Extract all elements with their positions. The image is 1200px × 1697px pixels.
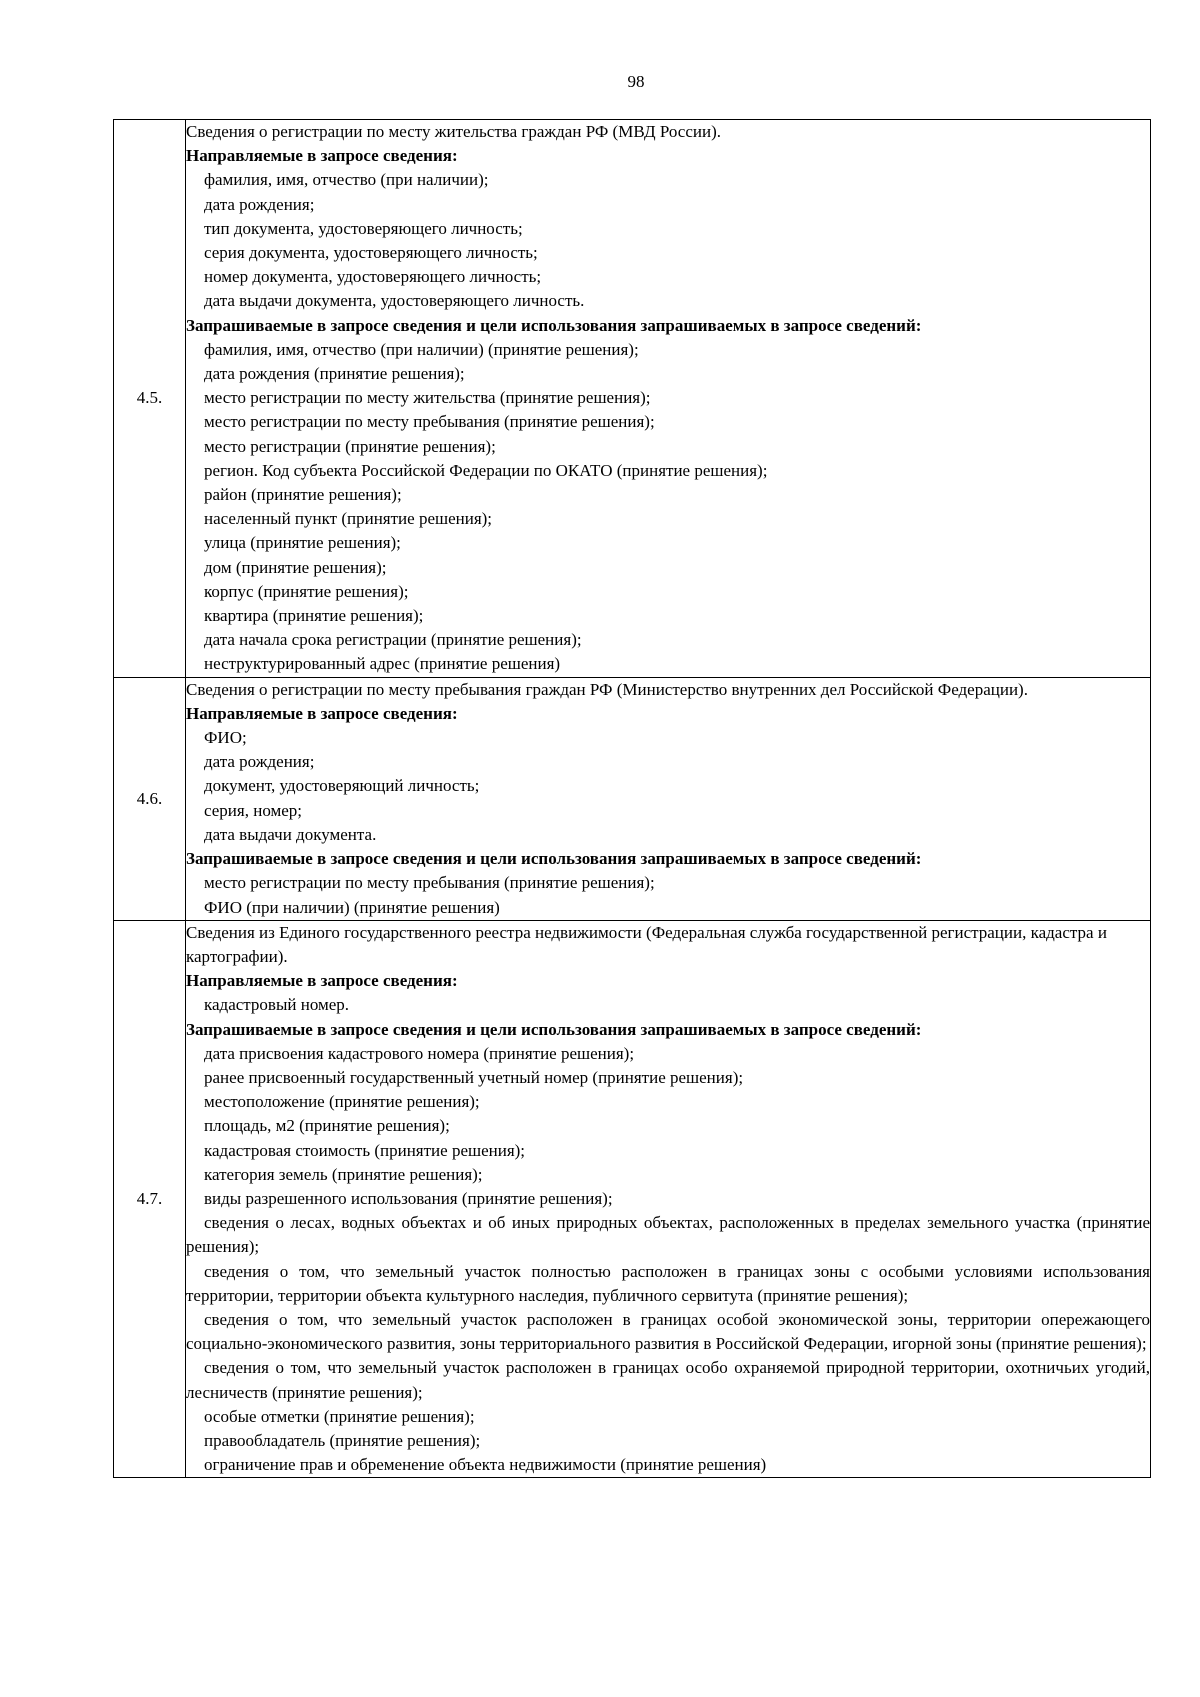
- sent-item: серия, номер;: [204, 800, 303, 820]
- requested-item: неструктурированный адрес (принятие решения): [204, 654, 561, 674]
- requested-item: сведения о том, что земельный участок полностью расположен в границах зоны с особыми условиями использования территории, территории объекта культурного наследия, публичного сервитута (принятие решения);: [186, 1261, 1150, 1305]
- requested-item: место регистрации (принятие решения);: [204, 436, 496, 456]
- requested-item: сведения о том, что земельный участок расположен в границах особо охраняемой природной территории, охотничьих угодий, лесничеств (принятие решения);: [186, 1358, 1150, 1402]
- sent-item: дата выдачи документа, удостоверяющего личность.: [204, 291, 585, 311]
- requested-heading: Запрашиваемые в запросе сведения и цели использования запрашиваемых в запросе сведений:: [186, 315, 922, 335]
- requested-item: район (принятие решения);: [204, 485, 402, 505]
- requested-item: дом (принятие решения);: [204, 557, 387, 577]
- requested-item: ограничение прав и обременение объекта недвижимости (принятие решения): [204, 1455, 767, 1475]
- requested-item: корпус (принятие решения);: [204, 581, 409, 601]
- requested-item: местоположение (принятие решения);: [204, 1092, 480, 1112]
- row-number: 4.6.: [114, 677, 186, 920]
- sent-heading: Направляемые в запросе сведения:: [186, 146, 458, 166]
- row-number: 4.5.: [114, 120, 186, 678]
- row-content: [186, 120, 1151, 678]
- requested-item: площадь, м2 (принятие решения);: [204, 1116, 450, 1136]
- sent-item: фамилия, имя, отчество (при наличии);: [204, 170, 489, 190]
- row-intro: Сведения из Единого государственного реестра недвижимости (Федеральная служба государственной регистрации, кадастра и картографии).: [186, 922, 1107, 966]
- requested-item: категория земель (принятие решения);: [204, 1164, 483, 1184]
- sent-item: документ, удостоверяющий личность;: [204, 776, 480, 796]
- sent-item: дата рождения;: [204, 194, 315, 214]
- sent-heading: Направляемые в запросе сведения:: [186, 971, 458, 991]
- sent-item: тип документа, удостоверяющего личность;: [204, 218, 523, 238]
- table-row: [114, 120, 1151, 678]
- row-content: [186, 677, 1151, 920]
- requested-item: фамилия, имя, отчество (при наличии) (принятие решения);: [204, 339, 639, 359]
- requested-item: ранее присвоенный государственный учетный номер (принятие решения);: [204, 1067, 744, 1087]
- sent-item: ФИО;: [204, 728, 247, 748]
- requested-item: место регистрации по месту пребывания (принятие решения);: [204, 412, 655, 432]
- row-intro: Сведения о регистрации по месту пребывания граждан РФ (Министерство внутренних дел Российской Федерации).: [186, 679, 1028, 699]
- page-number: 98: [627, 72, 645, 91]
- sent-item: дата рождения;: [204, 752, 315, 772]
- requested-item: дата рождения (принятие решения);: [204, 364, 465, 384]
- data-table: [113, 119, 1151, 1478]
- sent-item: дата выдачи документа.: [204, 824, 377, 844]
- sent-item: серия документа, удостоверяющего личность;: [204, 243, 538, 263]
- requested-item: особые отметки (принятие решения);: [204, 1406, 475, 1426]
- row-number: 4.7.: [114, 920, 186, 1478]
- row-content: [186, 920, 1151, 1478]
- requested-item: правообладатель (принятие решения);: [204, 1430, 481, 1450]
- requested-item: дата присвоения кадастрового номера (принятие решения);: [204, 1043, 635, 1063]
- requested-item: сведения о том, что земельный участок расположен в границах особой экономической зоны, территории опережающего социально-экономического развития, зоны территориального развития в Российской Федерации, игорной зоны (принятие решения);: [186, 1309, 1150, 1354]
- requested-item: дата начала срока регистрации (принятие решения);: [204, 630, 582, 650]
- requested-item: населенный пункт (принятие решения);: [204, 509, 493, 529]
- requested-item: место регистрации по месту пребывания (принятие решения);: [204, 873, 655, 893]
- sent-item: номер документа, удостоверяющего личность;: [204, 267, 542, 287]
- requested-item: виды разрешенного использования (принятие решения);: [204, 1188, 613, 1208]
- table-row: [114, 920, 1151, 1478]
- requested-item: квартира (принятие решения);: [204, 606, 424, 626]
- table-row: [114, 677, 1151, 920]
- sent-heading: Направляемые в запросе сведения:: [186, 703, 458, 723]
- requested-item: улица (принятие решения);: [204, 533, 401, 553]
- requested-item: сведения о лесах, водных объектах и об иных природных объектах, расположенных в пределах земельного участка (принятие решения);: [186, 1213, 1150, 1257]
- requested-item: ФИО (при наличии) (принятие решения): [204, 897, 500, 917]
- requested-item: место регистрации по месту жительства (принятие решения);: [204, 388, 651, 408]
- requested-heading: Запрашиваемые в запросе сведения и цели использования запрашиваемых в запросе сведений:: [186, 849, 922, 869]
- row-intro: Сведения о регистрации по месту жительства граждан РФ (МВД России).: [186, 122, 722, 141]
- requested-item: кадастровая стоимость (принятие решения);: [204, 1140, 526, 1160]
- requested-item: регион. Код субъекта Российской Федерации по ОКАТО (принятие решения);: [204, 460, 768, 480]
- requested-heading: Запрашиваемые в запросе сведения и цели использования запрашиваемых в запросе сведений:: [186, 1019, 922, 1039]
- sent-item: кадастровый номер.: [204, 995, 350, 1015]
